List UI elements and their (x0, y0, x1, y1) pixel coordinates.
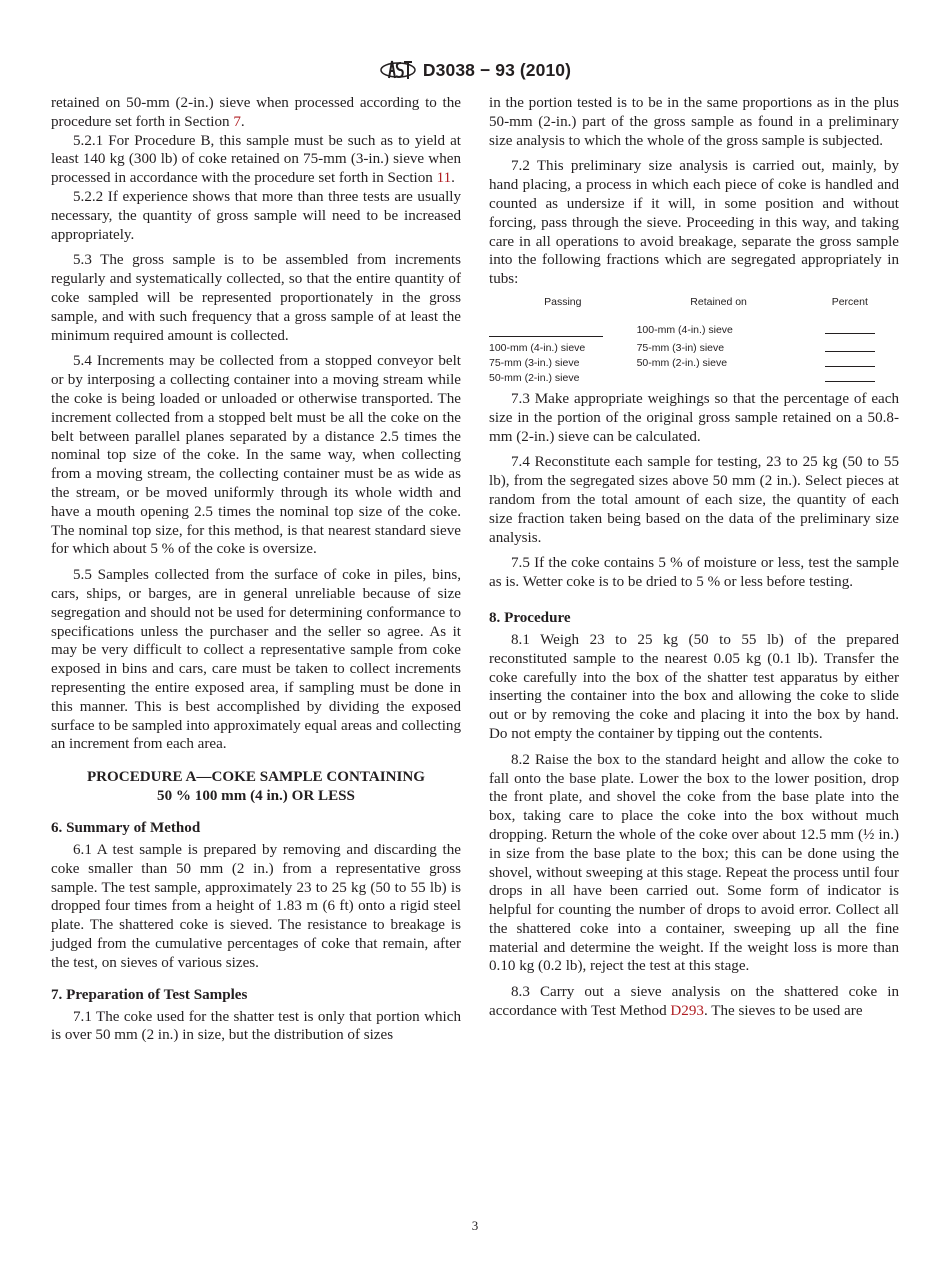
percent-blank (825, 341, 875, 352)
heading-line-2: 50 % 100 mm (4 in.) OR LESS (157, 788, 355, 805)
left-column (51, 94, 461, 1045)
percent-blank (825, 371, 875, 382)
text: . (451, 170, 455, 187)
table-row (489, 356, 899, 371)
retained-cell: 50-mm (2-in.) sieve (636, 356, 728, 369)
paragraph-5-2-2: 5.2.2 If experience shows that more than three tests are usually necessary, the quantity of gross sample will need to be increased appropriately. (51, 188, 461, 243)
retained-cell: 75-mm (3-in) sieve (636, 341, 725, 354)
percent-cell (801, 371, 899, 386)
text: . (240, 113, 245, 130)
page-number: 3 (471, 1218, 479, 1233)
paragraph-7-1: 7.1 The coke used for the shatter test is only that portion which is over 50 mm (2 in.) in size, but the distribution of sizes (51, 1008, 461, 1044)
paragraph-8-3 (489, 983, 899, 1021)
paragraph-5-5: 5.5 Samples collected from the surface of coke in piles, bins, cars, ships, or barges, are in general unreliable because of size segregation and should not be used for determining conformance to specifications unless the purchaser and the seller so agree. As it may be very difficult to collect a representative sample from coke exposed in bins and cars, care must be taken to collect increments representing the entire exposed area, if sampling must be done in this manner. This is best accomplished by dividing the exposed surface to be sampled into approximately equal areas and collecting an increment from each area. (51, 567, 461, 753)
percent-blank (825, 323, 875, 334)
paragraph-5-2-1 (51, 132, 461, 188)
fractions-table (489, 295, 899, 386)
percent-cell (801, 356, 899, 371)
paragraph-5-3: 5.3 The gross sample is to be assembled from increments regularly and systematically collected, so that the entire quantity of coke sampled will be represented proportionately in the gross sample, and with such frequency that a gross sample of at least the minimum required amount is collected. (51, 252, 461, 344)
column-header-percent: Percent (831, 295, 868, 308)
text: . The sieves to be used are (703, 1003, 863, 1020)
procedure-a-heading (51, 768, 461, 806)
paragraph-6-1: 6.1 A test sample is prepared by removing and discarding the coke smaller than 50 mm (2 in.) from a representative gross sample. The test sample, approximately 23 to 25 kg (50 to 55 lb) is dropped four times from a height of 1.83 m (6 ft) onto a rigid steel plate. The shattered coke is sieved. The resistance to breakage is judged from the cumulative percentages of coke that remain, after the test, on sieves of various sizes. (51, 842, 461, 971)
section-7-heading: 7. Preparation of Test Samples (51, 986, 248, 1003)
paragraph-7-5: 7.5 If the coke contains 5 % of moisture or less, test the sample as is. Wetter coke is to be dried to 5 % or less before testing. (489, 555, 899, 591)
table-header-row (489, 295, 899, 323)
paragraph-7-3: 7.3 Make appropriate weighings so that the percentage of each size in the portion of the original gross sample retained on a 50.8-mm (2-in.) sieve can be calculated. (489, 390, 899, 445)
column-header-passing: Passing (544, 295, 582, 308)
percent-cell (801, 323, 899, 341)
paragraph-8-2: 8.2 Raise the box to the standard height and allow the coke to fall onto the base plate. Lower the box to the lower position, drop the front plate, and shovel the coke from the base plate into the box, taking care to place the coke into the box without much dropping. Return the whole of the coke over about 12.5 mm (½ in.) in size from the base plate to the box; this can be done using the shovel, without sweeping at this stage. Repeat the process until four drops in all have been carried out. Some form of indicator is helpful for counting the number of drops to avoid error. Collect all the shattered coke into a container, sweeping up all the fine material and determine the weight. If the weight loss is more than 0.10 kg (0.2 lb), reject the test at this stage. (489, 751, 899, 975)
table-row (489, 371, 899, 386)
astm-logo-icon (379, 57, 417, 83)
text: 5.2.1 For Procedure B, this sample must be such as to yield at least 140 kg (300 lb) of coke retained on 75-mm (3-in.) sieve when processed in accordance with the procedure set forth in Section (51, 132, 461, 187)
passing-cell: 75-mm (3-in.) sieve (489, 356, 580, 369)
passing-cell (489, 323, 637, 341)
percent-blank (825, 356, 875, 367)
text: retained on 50-mm (2-in.) sieve when processed according to the procedure set forth in Section (51, 95, 461, 130)
d293-link[interactable]: D293 (670, 1003, 704, 1020)
paragraph-7-1-cont: in the portion tested is to be in the same proportions as in the plus 50-mm (2-in.) part of the gross sample as found in a preliminary size analysis to which the whole of the gross sample is subjected. (489, 95, 899, 149)
table-row (489, 323, 899, 341)
section-6-heading: 6. Summary of Method (51, 820, 201, 837)
retained-cell: 100-mm (4-in.) sieve (636, 323, 733, 336)
retained-cell (637, 371, 801, 386)
column-header-retained: Retained on (690, 295, 747, 308)
section-8-heading: 8. Procedure (489, 609, 571, 626)
paragraph-7-4: 7.4 Reconstitute each sample for testing, 23 to 25 kg (50 to 55 lb), from the segregated sizes above 50 mm (2 in.). Select pieces at random from the total amount of each size, the quantity of each size fraction taken being based on the data of the preliminary size analysis. (489, 454, 899, 546)
section-11-link[interactable]: 11 (436, 170, 452, 187)
blank-line (489, 323, 603, 337)
page-header (0, 56, 950, 84)
paragraph-7-2: 7.2 This preliminary size analysis is carried out, mainly, by hand placing, a process in which each piece of coke is handled and counted as undersize if it will, in some position and without forcing, pass through the sieve. Proceeding in this way, and taking care in all operations to avoid breakage, separate the gross sample into the following fractions which are segregated appropriately in tubs: (489, 158, 899, 288)
percent-cell (801, 341, 899, 356)
document-id: D3038 − 93 (2010) (422, 59, 572, 80)
paragraph-5-4: 5.4 Increments may be collected from a stopped conveyor belt or by interposing a collecting container into a moving stream while the coke is being loaded or unloaded or otherwise transported. The increment collected from a stopped belt must be all the coke on the belt between parallel planes separated by a distance 2.5 times the nominal top size of the coke. In the same way, when collecting from a moving stream, the collecting container must be as wide as the stream, or be moved uniformly through its whole width and have a mouth opening 2.5 times the nominal top size of the coke. The nominal top size, for this method, is that nearest standard sieve for which about 5 % of the coke is oversize. (51, 353, 461, 558)
section-7-link[interactable]: 7 (233, 113, 241, 130)
text: 8.3 Carry out a sieve analysis on the shattered coke in accordance with Test Method (489, 984, 899, 1020)
heading-line-1: PROCEDURE A—COKE SAMPLE CONTAINING (86, 769, 426, 786)
table-row (489, 341, 899, 356)
paragraph-8-1: 8.1 Weigh 23 to 25 kg (50 to 55 lb) of the prepared reconstituted sample to the nearest 0.05 kg (0.1 lb). Transfer the coke carefully into the box of the shatter test apparatus by either inserting the container into the box and allowing the coke to slide out or by removing the coke and placing it into the box by hand. Do not empty the container by tipping out the contents. (489, 631, 899, 742)
passing-cell: 50-mm (2-in.) sieve (489, 371, 580, 384)
right-column (489, 94, 899, 1021)
paragraph-5-2-cont (51, 94, 461, 132)
passing-cell: 100-mm (4-in.) sieve (489, 341, 586, 354)
